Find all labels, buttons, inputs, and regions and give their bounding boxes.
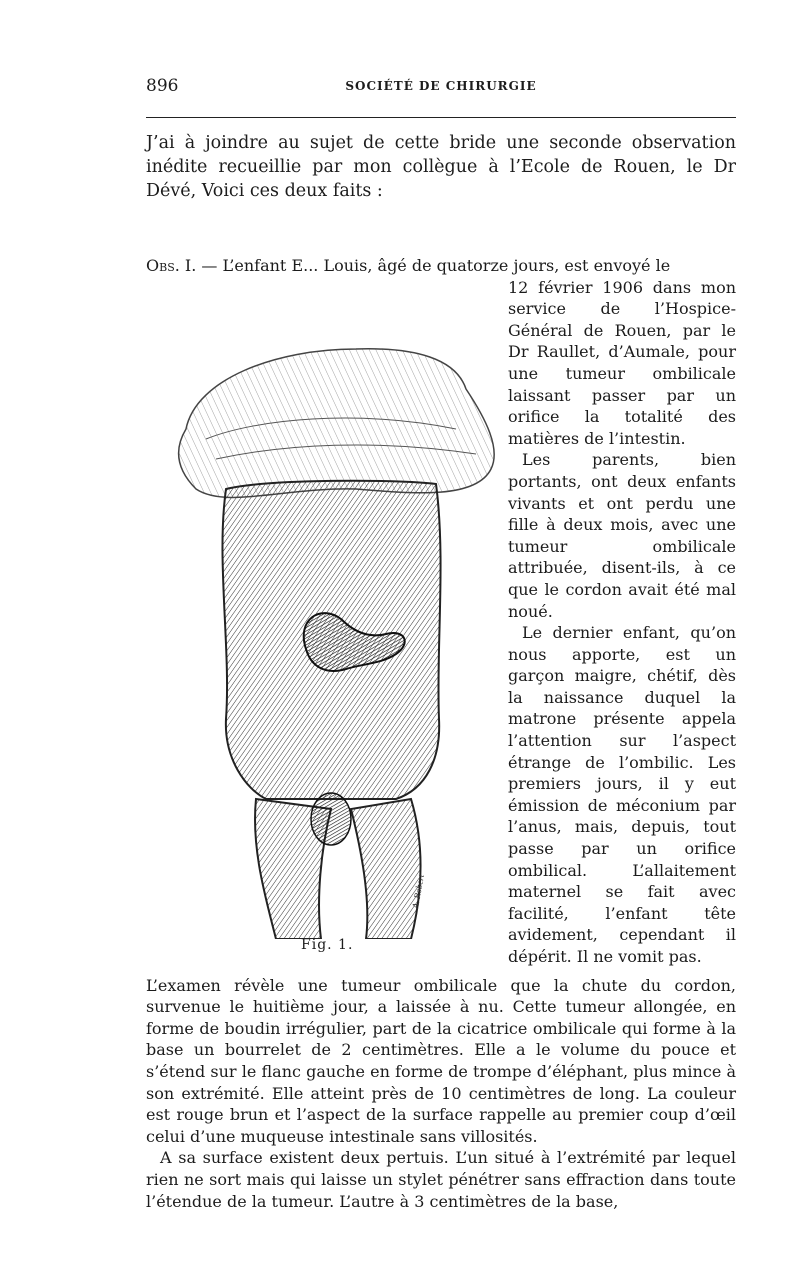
page-header xyxy=(146,76,736,98)
page-number: 896 xyxy=(146,76,179,96)
obs-paragraph-1: 12 février 1906 dans mon service de l’Hospice-Général de Rouen, par le Dr Raullet, d’Aumale, pour une tumeur ombilicale laissant passer par un orifice la totalité des matières de l’intestin. xyxy=(508,277,736,448)
running-title: SOCIÉTÉ DE CHIRURGIE xyxy=(345,79,537,93)
exam-paragraph: L’examen révèle une tumeur ombilicale que la chute du cordon, survenue le huitième jour, a laissée à nu. Cette tumeur allongée, en forme de boudin irrégulier, part de la cicatrice ombilicale qui forme à la base un bourrelet de 2 centimètres. Elle a le volume du pouce et s’étend sur le flanc gauche en forme de trompe d’éléphant, plus mince à son extrémité. Elle atteint près de 10 centimètres de long. La couleur est rouge brun et l’aspect de la surface rappelle au premier coup d’œil celui d’une muqueuse intestinale sans villosités. xyxy=(146,975,736,1146)
observation-lead-line xyxy=(146,255,736,277)
artist-signature: A. Robert xyxy=(410,873,426,909)
observation-label: Obs. I. xyxy=(146,256,197,275)
cloth-wrap xyxy=(179,348,495,497)
infant-abdomen-illustration xyxy=(156,319,506,939)
orifices-paragraph: A sa surface existent deux pertuis. L’un situé à l’extrémité par lequel rien ne sort mais qui laisse un stylet pénétrer sans effraction dans toute l’étendue de la tumeur. L’autre à 3 centimètres de la base, xyxy=(146,1148,736,1211)
observation-section xyxy=(146,255,736,1212)
figure xyxy=(146,279,508,975)
genitals xyxy=(311,793,351,845)
obs-paragraph-3: Le dernier enfant, qu’on nous apporte, est un garçon maigre, chétif, dès la naissance duquel la matrone présente appela l’attention sur l’aspect étrange de l’ombilic. Les premiers jours, il y eut émission de méconium par l’anus, mais, depuis, tout passe par un orifice ombilical. L’allaitement maternel se fait avec facilité, l’enfant tête avidement, cependant il dépérit. Il ne vomit pas. xyxy=(508,623,736,966)
continuation-text xyxy=(146,975,736,1213)
figure-caption: Fig. 1. xyxy=(301,936,354,953)
intro-paragraph: J’ai à joindre au sujet de cette bride une seconde observation inédite recueillie par mon collègue à l’Ecole de Rouen, le Dr Dévé, Voici ces deux faits : xyxy=(146,133,736,201)
observation-lead-text: — L’enfant E... Louis, âgé de quatorze jours, est envoyé le xyxy=(201,256,671,275)
right-leg xyxy=(351,799,420,939)
obs-paragraph-2: Les parents, bien portants, ont deux enfants vivants et ont perdu une fille à deux mois, avec une tumeur ombilicale attribuée, disent-ils, à ce que le cordon avait été mal noué. xyxy=(508,450,736,621)
header-rule xyxy=(146,117,736,118)
